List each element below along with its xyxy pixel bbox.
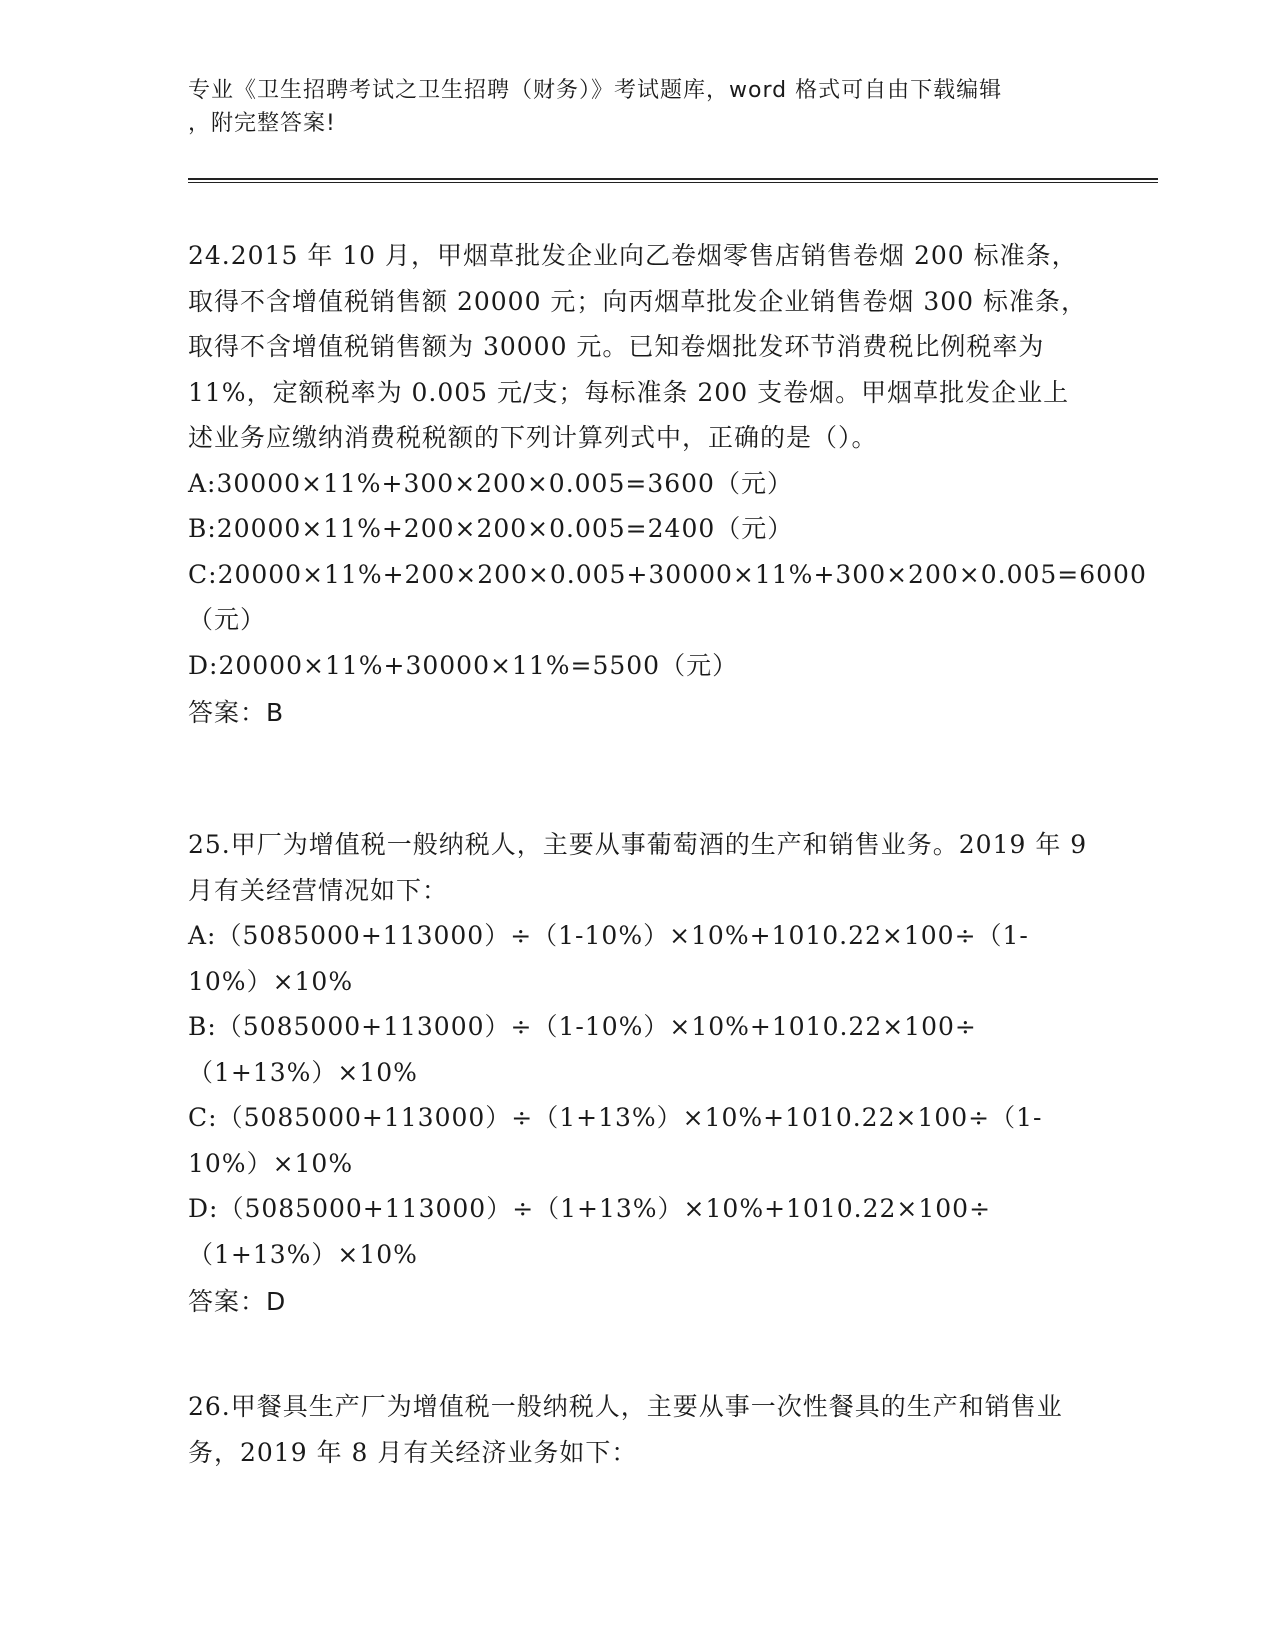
option-letter: A: <box>188 921 217 950</box>
header-divider <box>188 178 1158 183</box>
option-b <box>188 1004 1088 1095</box>
answer-line: 答案：B <box>188 698 285 727</box>
option-a <box>188 461 1088 507</box>
option-text: （5085000+113000）÷（1-10%）×10%+1010.22×100÷（1-10%）×10% <box>188 921 1029 996</box>
question-24 <box>188 233 1147 736</box>
question-26 <box>188 1384 1088 1475</box>
question-stem: 26.甲餐具生产厂为增值税一般纳税人，主要从事一次性餐具的生产和销售业务，2019 年 8 月有关经济业务如下： <box>188 1392 1063 1467</box>
document-header <box>188 74 1088 140</box>
option-c <box>188 1095 1088 1186</box>
option-letter: B: <box>188 1012 217 1041</box>
question-25 <box>188 822 1088 1325</box>
option-d <box>188 643 1088 689</box>
option-letter: C: <box>188 559 218 589</box>
answer-line: 答案：D <box>188 1287 287 1316</box>
option-letter: B: <box>188 514 217 543</box>
option-text: 30000×11%+300×200×0.005=3600（元） <box>216 468 793 498</box>
option-letter: D: <box>188 1194 219 1223</box>
option-text: 20000×11%+200×200×0.005+30000×11%+300×200×0.005=6000（元） <box>188 559 1147 634</box>
option-text: （5085000+113000）÷（1-10%）×10%+1010.22×100÷（1+13%）×10% <box>188 1012 977 1087</box>
option-letter: C: <box>188 1103 218 1132</box>
option-text: 20000×11%+200×200×0.005=2400（元） <box>216 514 794 543</box>
header-line-1: 专业《卫生招聘考试之卫生招聘（财务）》考试题库，word 格式可自由下载编辑 <box>188 78 1003 103</box>
option-a <box>188 913 1088 1004</box>
option-letter: A: <box>188 468 217 498</box>
question-stem: 24.2015 年 10 月，甲烟草批发企业向乙卷烟零售店销售卷烟 200 标准条，取得不含增值税销售额 20000 元；向丙烟草批发企业销售卷烟 300 标准条，取得不含增值税销售额为 30000 元。已知卷烟批发环节消费税比例税率为 11%，定额税率为 0.005 元/支；每标准条 200 支卷烟。甲烟草批发企业上述业务应缴纳消费税税额的下列计算列式中，正确的是（）。 <box>188 241 1088 452</box>
option-c <box>188 552 1147 643</box>
option-text: （5085000+113000）÷（1+13%）×10%+1010.22×100÷（1-10%）×10% <box>188 1103 1043 1178</box>
option-d <box>188 1186 1088 1277</box>
option-letter: D: <box>188 650 219 680</box>
option-b <box>188 506 1088 552</box>
question-stem: 25.甲厂为增值税一般纳税人，主要从事葡萄酒的生产和销售业务。2019 年 9 月有关经营情况如下： <box>188 830 1088 905</box>
header-line-2: ，附完整答案! <box>188 111 336 136</box>
option-text: （5085000+113000）÷（1+13%）×10%+1010.22×100÷（1+13%）×10% <box>188 1194 992 1269</box>
option-text: 20000×11%+30000×11%=5500（元） <box>218 650 739 680</box>
